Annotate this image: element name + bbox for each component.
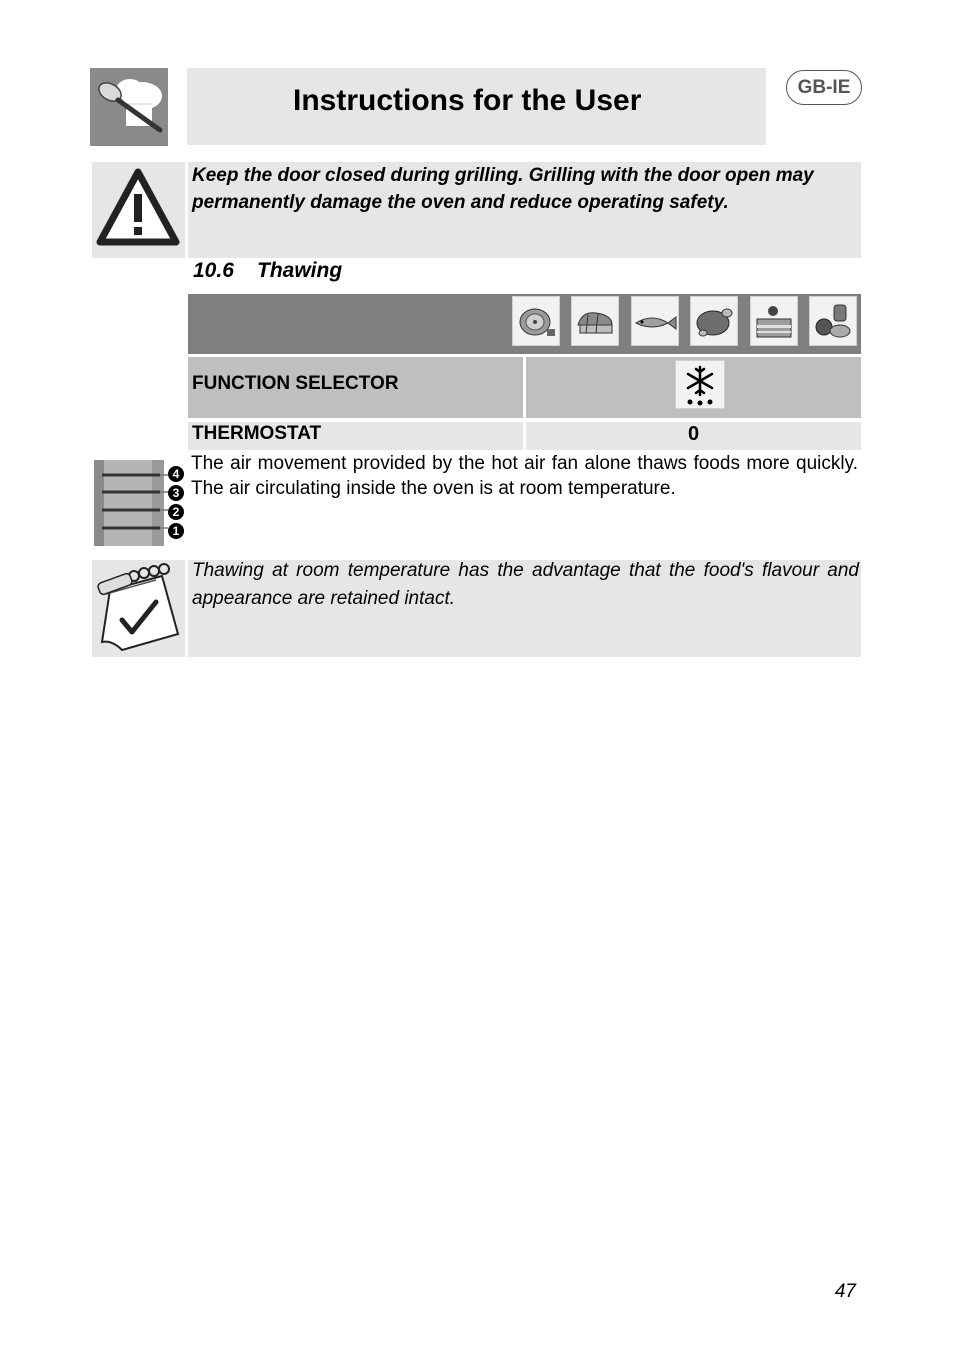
note-box xyxy=(188,560,861,657)
section-title: Thawing xyxy=(257,259,343,282)
snowflake-defrost-icon xyxy=(675,360,725,409)
chef-spoon-logo-icon xyxy=(90,68,168,146)
shelf-positions-icon xyxy=(94,458,189,548)
vegetables-icon xyxy=(809,296,857,346)
body-paragraph: The air movement provided by the hot air fan alone thaws foods more quickly. The air circulating inside the oven is at room temperature. xyxy=(191,453,858,499)
thermostat-value-cell xyxy=(526,422,861,450)
warning-text: Keep the door closed during grilling. Grilling with the door open may permanently damage the oven and reduce operating safety. xyxy=(192,165,814,213)
thermostat-label: THERMOSTAT xyxy=(192,423,322,444)
thermostat-label-cell xyxy=(188,422,523,450)
function-selector-label: FUNCTION SELECTOR xyxy=(192,373,399,394)
language-badge: GB-IE xyxy=(786,70,862,105)
notepad-check-icon xyxy=(92,560,185,657)
thermostat-value: 0 xyxy=(687,423,700,445)
shelf-position-1: 1 xyxy=(172,524,180,538)
fish-icon xyxy=(631,296,679,346)
shelf-position-3: 3 xyxy=(172,486,180,500)
page-title: Instructions for the User xyxy=(293,84,642,117)
warning-triangle-icon xyxy=(92,162,185,258)
bread-icon xyxy=(571,296,619,346)
shelf-position-4: 4 xyxy=(172,467,180,481)
food-types-row xyxy=(188,294,861,354)
header-title-panel xyxy=(187,68,766,145)
note-text: Thawing at room temperature has the advantage that the food's flavour and appearance are retained intact. xyxy=(192,560,859,609)
section-heading xyxy=(193,259,342,283)
warning-box xyxy=(188,162,861,258)
note-icon-panel xyxy=(92,560,185,657)
warning-icon-panel xyxy=(92,162,185,258)
poultry-icon xyxy=(690,296,738,346)
cake-icon xyxy=(750,296,798,346)
meat-icon xyxy=(512,296,560,346)
function-selector-value-cell xyxy=(526,357,861,418)
page-number: 47 xyxy=(834,1281,856,1302)
shelf-position-2: 2 xyxy=(172,505,180,519)
function-selector-label-cell xyxy=(188,357,523,418)
section-number: 10.6 xyxy=(193,259,234,282)
